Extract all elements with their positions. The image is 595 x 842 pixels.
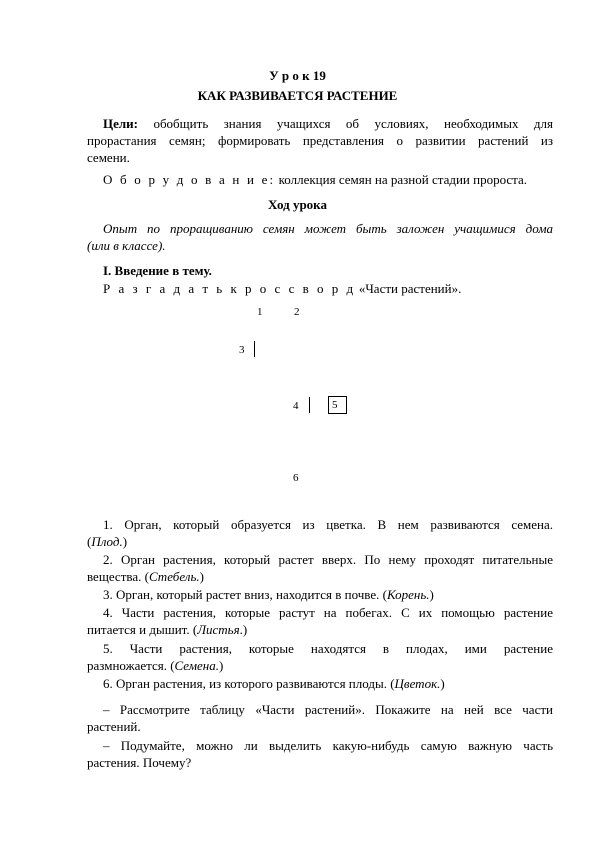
section-heading: I. Введение в тему. bbox=[103, 263, 212, 278]
clue-5-answer: Семена. bbox=[174, 658, 220, 673]
lesson-number: У р о к 19 bbox=[269, 68, 326, 83]
clue-3-line-1: 3. Орган, который растет вниз, находится в почве. (Корень.) bbox=[103, 587, 434, 602]
crossword-cell-line-4 bbox=[309, 397, 310, 413]
goals-line-3: семени. bbox=[87, 150, 130, 165]
note-line-1: Опыт по проращиванию семян может быть заложен учащимися дома bbox=[103, 221, 553, 236]
crossword-cell-5 bbox=[328, 396, 347, 414]
crossword-cell-line-3 bbox=[254, 341, 255, 357]
task-line: Р а з г а д а т ь к р о с с в о р д «Части растений». bbox=[103, 281, 462, 296]
crossword-number-6: 6 bbox=[293, 472, 299, 484]
goals-label: Цели: bbox=[103, 116, 138, 131]
task-spaced: Р а з г а д а т ь к р о с с в о р д bbox=[103, 281, 356, 296]
clue-6-line-1: 6. Орган растения, из которого развиваются плоды. (Цветок.) bbox=[103, 676, 445, 691]
clue-2-line-1: 2. Орган растения, который растет вверх. По нему проходят питательные bbox=[103, 552, 553, 567]
clue-6-answer: Цветок. bbox=[394, 676, 441, 691]
equipment-line: О б о р у д о в а н и е: коллекция семян на разной стадии пророста. bbox=[103, 172, 528, 187]
equipment-label: О б о р у д о в а н и е: bbox=[103, 172, 276, 187]
clue-2-answer: Стебель. bbox=[148, 569, 200, 584]
question-1-line-1: – Рассмотрите таблицу «Части растений». Покажите на ней все части bbox=[103, 702, 553, 717]
course-heading: Ход урока bbox=[268, 197, 327, 212]
clue-4-line-1: 4. Части растения, которые растут на побегах. С их помощью растение bbox=[103, 605, 553, 620]
clue-2-line-2: вещества. (Стебель.) bbox=[87, 569, 204, 584]
question-2-line-1: – Подумайте, можно ли выделить какую-нибудь самую важную часть bbox=[103, 738, 553, 753]
crossword-number-4: 4 bbox=[293, 400, 299, 412]
clue-5-line-2: размножается. (Семена.) bbox=[87, 658, 224, 673]
clue-5-line-1: 5. Части растения, которые находятся в плодах, ими растение bbox=[103, 641, 553, 656]
crossword-number-1: 1 bbox=[257, 306, 263, 318]
question-2-line-2: растения. Почему? bbox=[87, 755, 192, 770]
question-1-line-2: растений. bbox=[87, 719, 141, 734]
crossword-number-2: 2 bbox=[294, 306, 300, 318]
clue-1-line-1: 1. Орган, который образуется из цветка. В нем развиваются семена. bbox=[103, 517, 553, 532]
lesson-title: КАК РАЗВИВАЕТСЯ РАСТЕНИЕ bbox=[197, 88, 398, 103]
clue-4-answer: Листья bbox=[197, 622, 240, 637]
crossword-number-3: 3 bbox=[239, 344, 245, 356]
clue-1-line-2: (Плод.) bbox=[87, 534, 128, 549]
goals-line-1: Цели: обобщить знания учащихся об условиях, необходимых для bbox=[103, 116, 554, 131]
goals-line-2: прорастания семян; формировать представления о развитии растений из bbox=[87, 133, 553, 148]
note-line-2: (или в классе). bbox=[87, 238, 166, 253]
clue-3-answer: Корень. bbox=[386, 587, 430, 602]
clue-1-answer: Плод. bbox=[91, 534, 123, 549]
clue-4-line-2: питается и дышит. (Листья.) bbox=[87, 622, 248, 637]
crossword-number-5: 5 bbox=[332, 399, 338, 411]
